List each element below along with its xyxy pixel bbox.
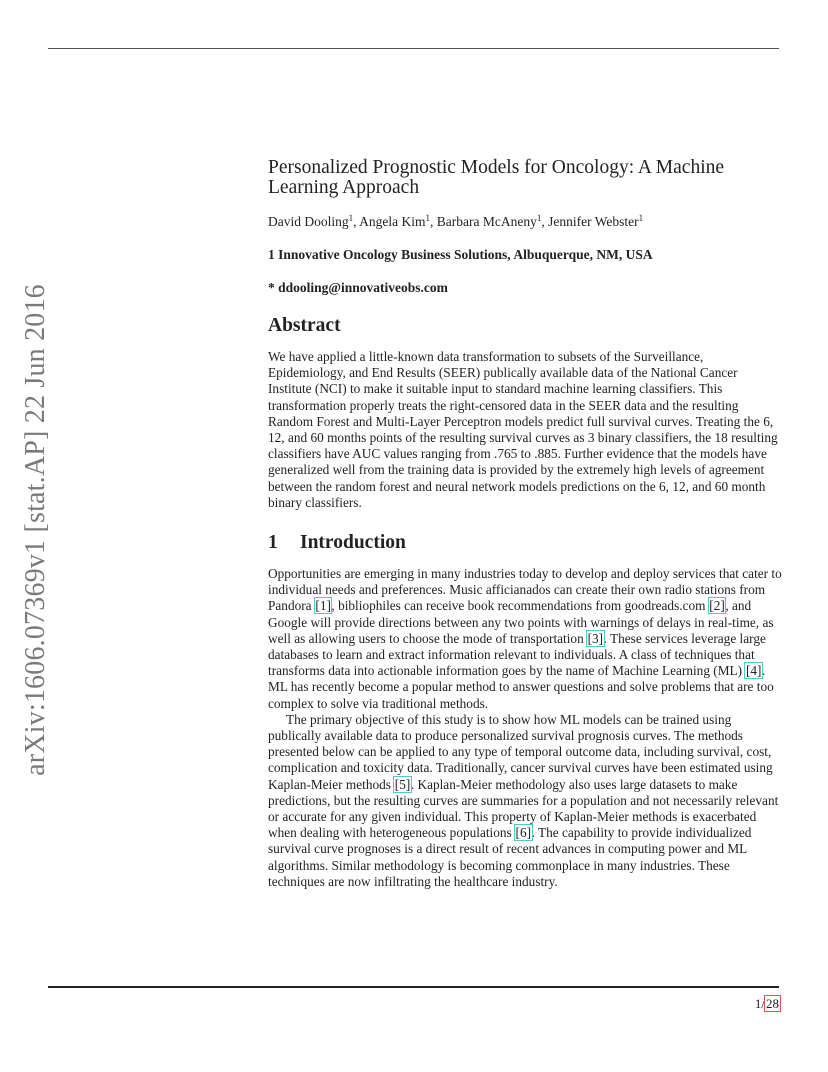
section-heading-introduction	[268, 532, 782, 554]
paragraph-text: . The capability to provide individualized survival curve prognoses is a direct result of recent advances in computing power and ML algorithms. Similar methodology is becoming commonplace in many industries. These techniques are now infiltrating the healthcare industry.	[268, 825, 752, 889]
total-pages-link[interactable]: 28	[766, 996, 779, 1011]
citation-link[interactable]: [5]	[394, 776, 411, 792]
abstract-text: We have applied a little-known data transformation to subsets of the Surveillance, Epidemiology, and End Results (SEER) publically available data of the National Cancer Institute (NCI) to make it suitable input to standard machine learning classifiers. This transformation properly treats the right-censored data in the SEER data and the resulting Random Forest and Multi-Layer Perceptron models predict full survival curves. Treating the 6, 12, and 60 months points of the resulting survival curves as 3 binary classifiers, the 18 resulting classifiers have AUC values ranging from .765 to .885. Further evidence that the models have generalized well from the training data is provided by the extremely high levels of agreement between the random forest and neural network models predictions on the 6, 12, and 60 month binary classifiers.	[268, 349, 778, 510]
author-name: Angela Kim	[359, 214, 426, 229]
paper-title: Personalized Prognostic Models for Oncology: A Machine Learning Approach	[268, 157, 725, 198]
paragraph-text: . Kaplan-Meier methodology also uses large datasets to make predictions, but the resulting curves are summaries for a population and not necessarily relevant or accurate for any given individual. This property of Kaplan-Meier methods is exacerbated when dealing with heterogeneous populations	[268, 776, 779, 841]
citation-link[interactable]: [2]	[709, 598, 725, 614]
paper-content	[268, 158, 782, 890]
paragraph-text: Opportunities are emerging in many industries today to develop and deploy services that cater to individual needs and preferences. Music afficianados can create their own radio stations from Pandora	[268, 566, 782, 614]
footer-rule	[48, 986, 779, 988]
abstract-heading: Abstract	[268, 315, 341, 336]
paragraph-text: , and Google will provide directions between any two points with warnings of delays in real-time, as well as allowing users to choose the mode of transportation	[268, 598, 774, 646]
section-number: 1	[268, 532, 278, 554]
author-name: David Dooling	[268, 214, 349, 229]
paragraph-text: . These services leverage large databases to learn and extract information relevant to individuals. A class of techniques that transforms data into actionable information goes by the name of Machine Learning (ML)	[268, 630, 766, 679]
author-affiliation-mark: 1	[348, 213, 354, 223]
page-number	[755, 996, 780, 1012]
paragraph-text: The primary objective of this study is to show how ML models can be trained using publically available data to produce personalized survival prognosis curves. The methods presented below can be applied to any type of temporal outcome data, including survival, cost, complication and toxicity data. Traditionally, cancer survival curves have been estimated using Kaplan-Meier methods	[268, 711, 773, 792]
author-name: Barbara McAneny	[436, 214, 537, 229]
author-affiliation-mark: 1	[536, 213, 542, 223]
citation-link[interactable]: [3]	[587, 630, 604, 646]
paragraph-text: . ML has recently become a popular method to answer questions and solve problems that are too complex to solve via traditional methods.	[268, 663, 774, 711]
current-page: 1/	[754, 996, 765, 1011]
citation-link[interactable]: [4]	[745, 663, 762, 679]
intro-paragraph-1	[268, 566, 782, 712]
arxiv-identifier: arXiv:1606.07369v1 [stat.AP] 22 Jun 2016	[20, 284, 51, 776]
contact-email: * ddooling@innovativeobs.com	[268, 280, 448, 295]
author-affiliation-mark: 1	[425, 213, 431, 223]
author-affiliation-mark: 1	[638, 213, 644, 223]
citation-link[interactable]: [1]	[315, 598, 331, 614]
section-title: Introduction	[300, 532, 406, 554]
affiliation: 1 Innovative Oncology Business Solutions, Albuquerque, NM, USA	[268, 247, 653, 262]
author-list: David Dooling$^1$, Angela Kim$^1$, Barbara McAneny$^1$, Jennifer Webster$^1$	[268, 213, 644, 229]
header-rule	[48, 48, 779, 49]
author-name: Jennifer Webster	[548, 214, 639, 229]
citation-link[interactable]: [6]	[515, 825, 532, 841]
intro-paragraph-2	[268, 712, 782, 890]
paragraph-text: , bibliophiles can receive book recommendations from goodreads.com	[331, 598, 709, 614]
